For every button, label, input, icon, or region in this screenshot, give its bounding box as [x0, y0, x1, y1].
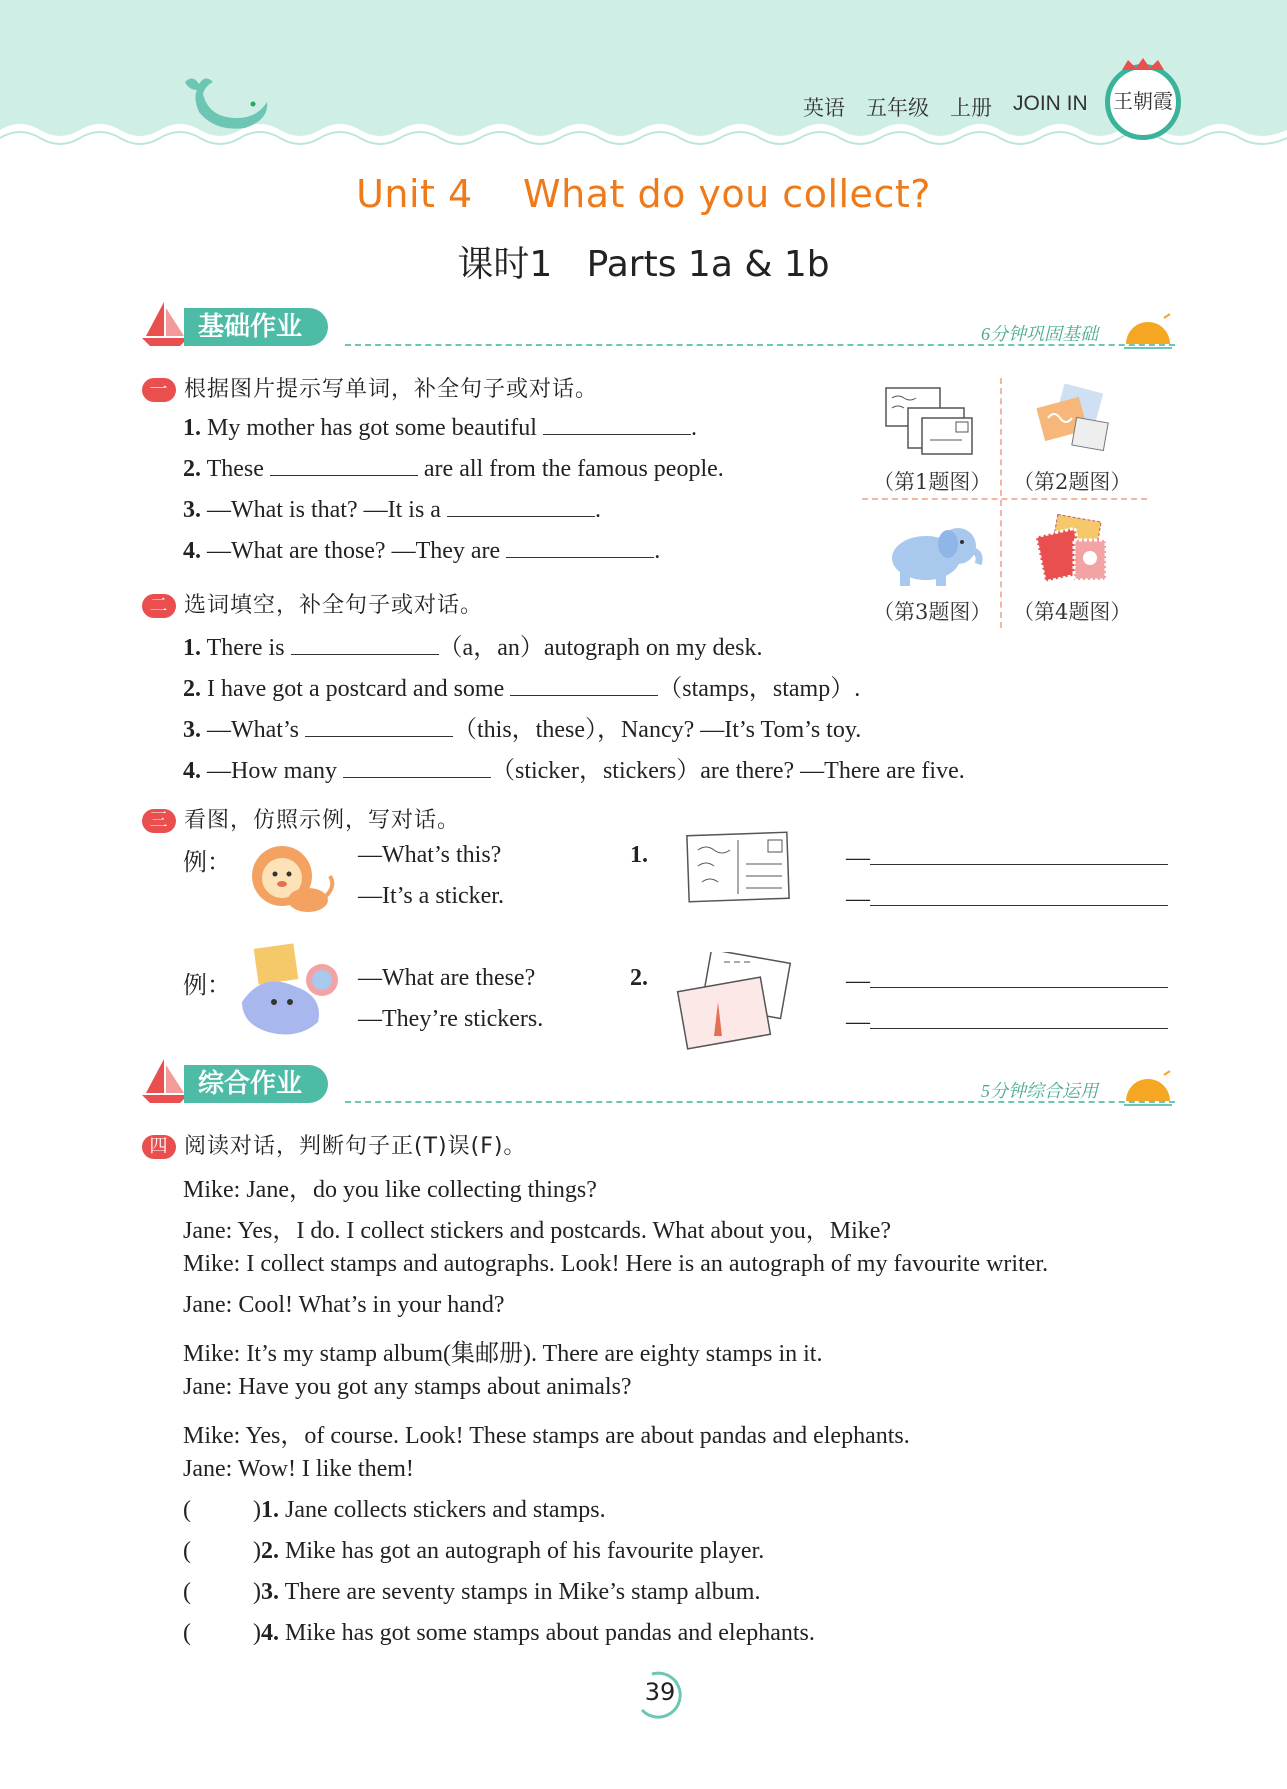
header-subject: 英语	[803, 97, 845, 120]
tf-statement-2	[183, 1538, 764, 1565]
sun-icon	[1120, 312, 1176, 352]
tf-num: 4.	[261, 1620, 279, 1646]
tf-paren-close: )	[253, 1538, 261, 1564]
tf-num: 2.	[261, 1538, 279, 1564]
unit-question: What do you collect?	[523, 172, 931, 216]
stamps-picture	[1034, 514, 1114, 588]
q3-item-1-num: 1.	[630, 842, 648, 868]
q2-item-2-blank[interactable]	[510, 673, 658, 696]
q3-item-2-dash-2-text: —	[846, 1009, 870, 1035]
q1-item-3-post: .	[594, 497, 601, 523]
q3-badge: 三	[142, 809, 176, 833]
tf-paren-open: (	[183, 1497, 191, 1523]
q1-item-2-pre: These	[206, 456, 264, 482]
q2-item-4-blank[interactable]	[343, 755, 491, 778]
lesson-title	[0, 236, 1287, 287]
logo-crown-icon	[1118, 56, 1168, 72]
q2-item-2	[183, 668, 860, 703]
logo-text: 王朝霞	[1113, 89, 1173, 113]
q3-heading	[142, 803, 460, 834]
q1-item-3	[183, 494, 601, 524]
q1-heading	[142, 372, 598, 403]
section2-timer: 5分钟综合运用	[981, 1081, 1098, 1101]
header-grade: 五年级	[866, 97, 929, 120]
q2-item-1	[183, 627, 762, 662]
whale-icon	[175, 72, 275, 132]
q2-item-2-pre: I have got a postcard and some	[207, 676, 505, 702]
q1-item-2-blank[interactable]	[270, 453, 418, 476]
q2-heading-text: 选词填空，补全句子或对话。	[184, 593, 484, 618]
tf-text: Jane collects stickers and stamps.	[285, 1497, 606, 1523]
q2-item-1-post: （a，an）autograph on my desk.	[438, 635, 763, 661]
q1-item-4-pre: —What are those? —They are	[207, 538, 501, 564]
q1-item-4-num: 4.	[183, 538, 201, 564]
caption-4: （第4题图）	[1013, 600, 1132, 624]
section2-label: 综合作业	[184, 1065, 328, 1103]
tf-statement-4	[183, 1620, 815, 1647]
q4-badge: 四	[142, 1135, 176, 1159]
caption-2: （第2题图）	[1013, 470, 1132, 494]
q2-item-1-blank[interactable]	[291, 632, 439, 655]
header-series: JOIN IN	[1013, 92, 1088, 115]
caption-1: （第1题图）	[873, 470, 992, 494]
lesson-parts: Parts 1a & 1b	[586, 244, 830, 285]
q1-item-1	[183, 412, 697, 442]
q1-item-3-pre: —What is that? —It is a	[207, 497, 441, 523]
q2-item-3	[183, 709, 861, 744]
q3-item-1-dash-2	[846, 883, 1168, 913]
q3-item-2-dash-1	[846, 965, 1168, 995]
q3-item-2-answer-2[interactable]	[870, 1006, 1168, 1029]
dialogue-line: Jane: Yes，I do. I collect stickers and postcards. What about you，Mike?	[183, 1218, 892, 1244]
autographs-picture	[1030, 384, 1116, 458]
tf-num: 1.	[261, 1497, 279, 1523]
tf-text: Mike has got an autograph of his favourite player.	[285, 1538, 765, 1564]
section1-label: 基础作业	[184, 308, 328, 346]
q2-item-4-pre: —How many	[207, 758, 337, 784]
postcards-picture	[882, 384, 978, 458]
tf-statement-1	[183, 1497, 606, 1524]
tf-paren-open: (	[183, 1538, 191, 1564]
q3-item-1-dash-1	[846, 842, 1168, 872]
caption-3: （第3题图）	[873, 600, 992, 624]
lion-sticker-picture	[242, 842, 338, 918]
q2-badge: 二	[142, 594, 176, 618]
tf-text: Mike has got some stamps about pandas and elephants.	[285, 1620, 815, 1646]
example2-line2: —They’re stickers.	[358, 1006, 544, 1032]
q1-item-1-post: .	[690, 415, 697, 441]
q3-item-2-dash-2	[846, 1006, 1168, 1036]
q2-item-1-pre: There is	[206, 635, 285, 661]
tf-text: There are seventy stamps in Mike’s stamp album.	[284, 1579, 761, 1605]
tf-paren-open: (	[183, 1579, 191, 1605]
q1-item-2-num: 2.	[183, 456, 201, 482]
q3-heading-text: 看图，仿照示例，写对话。	[184, 808, 461, 833]
section2-banner	[184, 1063, 328, 1100]
dialogue-line: Mike: Jane，do you like collecting things?	[183, 1177, 597, 1203]
q3-item-1-dash-1-text: —	[846, 845, 870, 871]
tf-paren-close: )	[253, 1497, 261, 1523]
dialogue-line: Jane: Have you got any stamps about animals?	[183, 1374, 632, 1400]
unit-label: Unit 4	[356, 172, 473, 216]
q1-item-3-num: 3.	[183, 497, 201, 523]
section1-banner	[184, 306, 328, 343]
example1-label: 例：	[183, 850, 231, 876]
q2-item-3-post: （this，these），Nancy? —It’s Tom’s toy.	[452, 717, 862, 743]
dialogue-line: Mike: Yes，of course. Look! These stamps are about pandas and elephants.	[183, 1423, 910, 1449]
unit-title	[0, 172, 1287, 216]
tf-paren-open: (	[183, 1620, 191, 1646]
q2-item-3-num: 3.	[183, 717, 201, 743]
q1-badge: 一	[142, 378, 176, 402]
tf-paren-close: )	[253, 1620, 261, 1646]
q2-item-3-blank[interactable]	[305, 714, 453, 737]
q1-item-3-blank[interactable]	[447, 494, 595, 517]
q1-item-1-blank[interactable]	[543, 412, 691, 435]
q2-item-4-post: （sticker，stickers）are there? —There are five.	[490, 758, 965, 784]
q2-item-4-num: 4.	[183, 758, 201, 784]
q1-item-4-blank[interactable]	[506, 535, 654, 558]
q1-item-1-num: 1.	[183, 415, 201, 441]
q4-heading-text: 阅读对话，判断句子正(T)误(F)。	[184, 1134, 527, 1159]
postcard-picture	[684, 830, 794, 908]
q3-item-1-dash-2-text: —	[846, 886, 870, 912]
q3-item-1-answer-1[interactable]	[870, 842, 1168, 865]
section1-timer: 6分钟巩固基础	[981, 324, 1098, 344]
tf-statement-3	[183, 1579, 760, 1606]
dialogue-line: Mike: I collect stamps and autographs. Look! Here is an autograph of my favourite writer.	[183, 1251, 1049, 1277]
example2-line1: —What are these?	[358, 965, 536, 991]
page-number: 39	[644, 1678, 676, 1706]
example1-line2: —It’s a sticker.	[358, 883, 504, 909]
q3-item-2-answer-1[interactable]	[870, 965, 1168, 988]
q2-item-1-num: 1.	[183, 635, 201, 661]
tf-num: 3.	[261, 1579, 279, 1605]
header-volume: 上册	[950, 97, 992, 120]
sun-icon	[1120, 1069, 1176, 1109]
elephant-picture	[880, 516, 984, 590]
q2-item-3-pre: —What’s	[207, 717, 299, 743]
q3-item-2-dash-1-text: —	[846, 968, 870, 994]
q4-heading	[142, 1129, 526, 1160]
q1-item-2-post: are all from the famous people.	[423, 456, 724, 482]
q1-item-1-pre: My mother has got some beautiful	[207, 415, 537, 441]
q1-item-2	[183, 453, 724, 483]
tf-paren-close: )	[253, 1579, 261, 1605]
q3-item-1-answer-2[interactable]	[870, 883, 1168, 906]
q2-item-2-post: （stamps，stamp）.	[658, 676, 861, 702]
stickers-picture	[236, 942, 342, 1038]
q2-item-2-num: 2.	[183, 676, 201, 702]
postcard-stamp-picture	[676, 952, 792, 1052]
sailboat-icon	[140, 1057, 190, 1105]
q1-heading-text: 根据图片提示写单词，补全句子或对话。	[184, 377, 599, 402]
example2-label: 例：	[183, 973, 231, 999]
picgrid-vdivider	[1000, 378, 1002, 628]
q3-item-2-num: 2.	[630, 965, 648, 991]
logo-badge	[1105, 64, 1181, 140]
q1-item-4-post: .	[654, 538, 661, 564]
example1-line1: —What’s this?	[358, 842, 502, 868]
sailboat-icon	[140, 300, 190, 348]
picgrid-hdivider	[862, 498, 1147, 500]
q2-heading	[142, 588, 483, 619]
lesson-label: 课时1	[457, 244, 553, 285]
q2-item-4	[183, 750, 965, 785]
dialogue-line: Mike: It’s my stamp album(集邮册). There are eighty stamps in it.	[183, 1341, 823, 1367]
q1-item-4	[183, 535, 660, 565]
dialogue-line: Jane: Wow! I like them!	[183, 1456, 414, 1482]
dialogue-line: Jane: Cool! What’s in your hand?	[183, 1292, 505, 1318]
